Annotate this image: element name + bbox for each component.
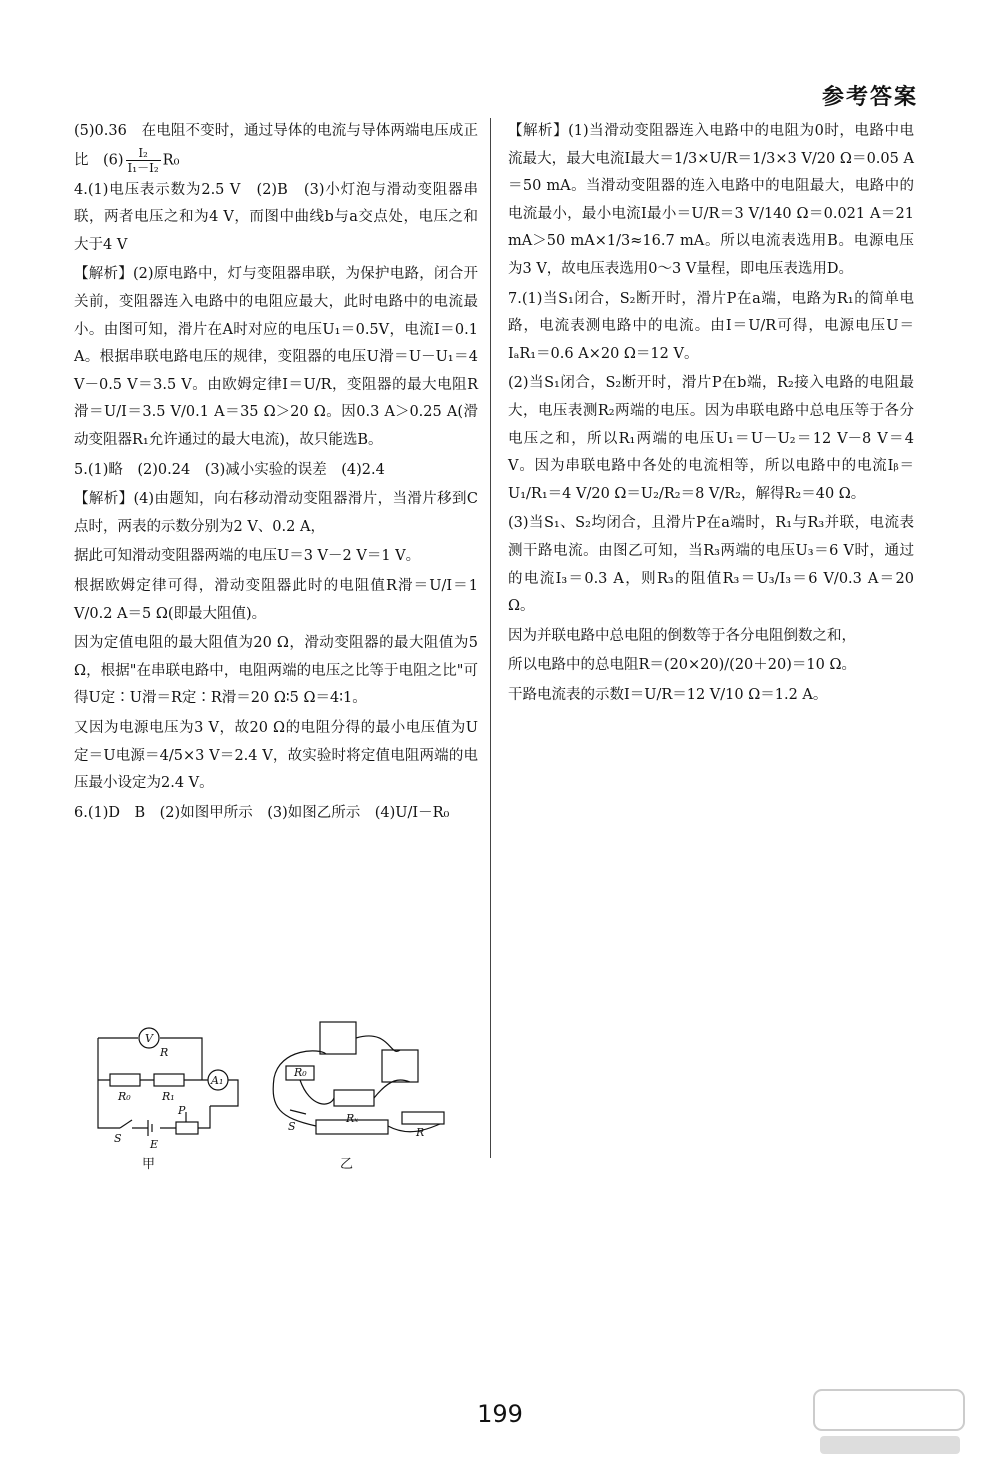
page-header: 参考答案 <box>821 85 918 110</box>
analysis-4: 【解析】(2)原电路中，灯与变阻器串联，为保护电路，闭合开关前，变阻器连入电路中的电阻应最大，此时电路中的电流最小。由图可知，滑片在A时对应的电压U₁＝0.5V，电流I＝0.1 A。根据串联电路电压的规律，变阻器的电压U滑＝U－U₁＝4 V－0.5 V＝3.5 V。由欧姆定律I＝U/R，变阻器的最大电阻R滑＝U/I＝3.5 V/0.1 A＝35 Ω＞20 Ω。因0.3 A＞0.25 A(滑动变阻器R₁允许通过的最大电流)，故只能选B。 <box>74 266 478 449</box>
answer-5-tail: (5)0.36 在电阻不变时，通过导体的电流与导体两端电压成正比 (6) $\frac{\text{I₂}}{\text{I₁－I₂}}$ R₀ <box>74 123 478 175</box>
page-number: 199 <box>477 1400 523 1428</box>
analysis-6: 【解析】(1)当滑动变阻器连入电路中的电阻为0时，电路中电流最大，最大电流I最大＝1/3×U/R＝1/3×3 V/20 Ω＝0.05 A＝50 mA。当滑动变阻器的连入电路中的电阻最大，电路中的电流最小，最小电流I最小＝U/R＝3 V/140 Ω＝0.021 A＝21 mA＞50 mA×1/3≈16.7 mA。所以电流表选用B。电源电压为3 V，故电压表选用0～3 V量程，即电压表选用D。 <box>508 123 914 277</box>
answer-7-5: 所以电路中的总电阻R＝(20×20)/(20＋20)＝10 Ω。 <box>508 657 856 674</box>
analysis-5-d: 因为定值电阻的最大阻值为20 Ω，滑动变阻器的最大阻值为5 Ω，根据"在串联电路中，电阻两端的电压之比等于电阻之比"可得U定∶U滑＝R定∶R滑＝20 Ω∶5 Ω＝4∶1。 <box>74 635 478 707</box>
figure-label-yi: 乙 <box>340 1157 354 1172</box>
answer-4: 4.(1)电压表示数为2.5 V (2)B (3)小灯泡与滑动变阻器串联，两者电压之和为4 V，而图中曲线b与a交点处，电压之和大于4 V <box>74 181 478 253</box>
svg-text:A₁: A₁ <box>211 1074 224 1087</box>
analysis-5-c: 根据欧姆定律可得，滑动变阻器此时的电阻值R滑＝U/I＝1 V/0.2 A＝5 Ω(即最大阻值)。 <box>74 578 478 622</box>
svg-text:R₀: R₀ <box>118 1090 131 1103</box>
right-column <box>508 118 914 711</box>
svg-text:R₀: R₀ <box>294 1066 307 1079</box>
physical-circuit-yi <box>273 1022 444 1172</box>
analysis-5-a: 【解析】(4)由题知，向右移动滑动变阻器滑片，当滑片移到C点时，两表的示数分别为2 V、0.2 A， <box>74 491 478 535</box>
svg-text:R: R <box>160 1046 169 1059</box>
svg-text:S: S <box>114 1132 122 1145</box>
resistor-r1 <box>154 1074 184 1086</box>
svg-text:S: S <box>288 1120 296 1133</box>
resistor-r0 <box>110 1074 140 1086</box>
answer-7-1: 7.(1)当S₁闭合，S₂断开时，滑片P在a端，电路为R₁的简单电路，电流表测电路中的电流。由I＝U/R可得，电源电压U＝IₐR₁＝0.6 A×20 Ω＝12 V。 <box>508 290 914 362</box>
rheostat-device <box>402 1112 444 1124</box>
answer-7-2: (2)当S₁闭合，S₂断开时，滑片P在b端，R₂接入电路的电阻最大，电压表测R₂两端的电压。因为串联电路中总电压等于各分电压之和，所以R₁两端的电压U₁＝U－U₂＝12 V－8 V＝4 V。因为串联电路中各处的电流相等，所以电路中的电流Iᵦ＝U₁/R₁＝4 V/20 Ω＝U₂/R₂＝8 V/R₂，解得R₂＝40 Ω。 <box>508 375 914 502</box>
voltmeter-device <box>320 1022 356 1054</box>
svg-text:V: V <box>145 1032 153 1045</box>
answer-6: 6.(1)D B (2)如图甲所示 (3)如图乙所示 (4)U/I－R₀ <box>74 804 450 821</box>
analysis-5-e: 又因为电源电压为3 V，故20 Ω的电阻分得的最小电压值为U定＝U电源＝4/5×3 V＝2.4 V，故实验时将定值电阻两端的电压最小设定为2.4 V。 <box>74 719 478 792</box>
circuit-diagram-jia <box>98 1028 238 1172</box>
column-divider <box>490 118 491 1158</box>
answer-5: 5.(1)略 (2)0.24 (3)减小实验的误差 (4)2.4 <box>74 461 385 478</box>
switch-icon <box>120 1120 132 1128</box>
left-column <box>74 118 478 829</box>
rheostat <box>176 1122 198 1134</box>
svg-text:E: E <box>150 1138 159 1151</box>
svg-text:Rₓ: Rₓ <box>346 1112 359 1125</box>
fraction: $\frac{\text{I₂}}{\text{I₁－I₂}}$ <box>127 145 159 175</box>
answer-7-6: 干路电流表的示数I＝U/R＝12 V/10 Ω＝1.2 A。 <box>508 686 828 703</box>
figure-label-jia: 甲 <box>142 1157 156 1172</box>
svg-text:R₁: R₁ <box>162 1090 175 1103</box>
figures <box>90 1018 470 1178</box>
resistor-device-rx <box>334 1090 374 1106</box>
watermark-logo <box>810 1380 970 1460</box>
answer-7-3: (3)当S₁、S₂均闭合，且滑片P在a端时，R₁与R₃并联，电流表测干路电流。由图乙可知，当R₃两端的电压U₃＝6 V时，通过的电流I₃＝0.3 A，则R₃的阻值R₃＝U₃/I₃＝6 V/0.3 A＝20 Ω。 <box>508 515 914 615</box>
analysis-5-b: 据此可知滑动变阻器两端的电压U＝3 V－2 V＝1 V。 <box>74 548 421 565</box>
svg-text:R: R <box>416 1126 425 1139</box>
answer-7-4: 因为并联电路中总电阻的倒数等于各分电阻倒数之和， <box>508 627 856 644</box>
svg-text:P: P <box>178 1104 186 1117</box>
ammeter-device <box>382 1050 418 1082</box>
